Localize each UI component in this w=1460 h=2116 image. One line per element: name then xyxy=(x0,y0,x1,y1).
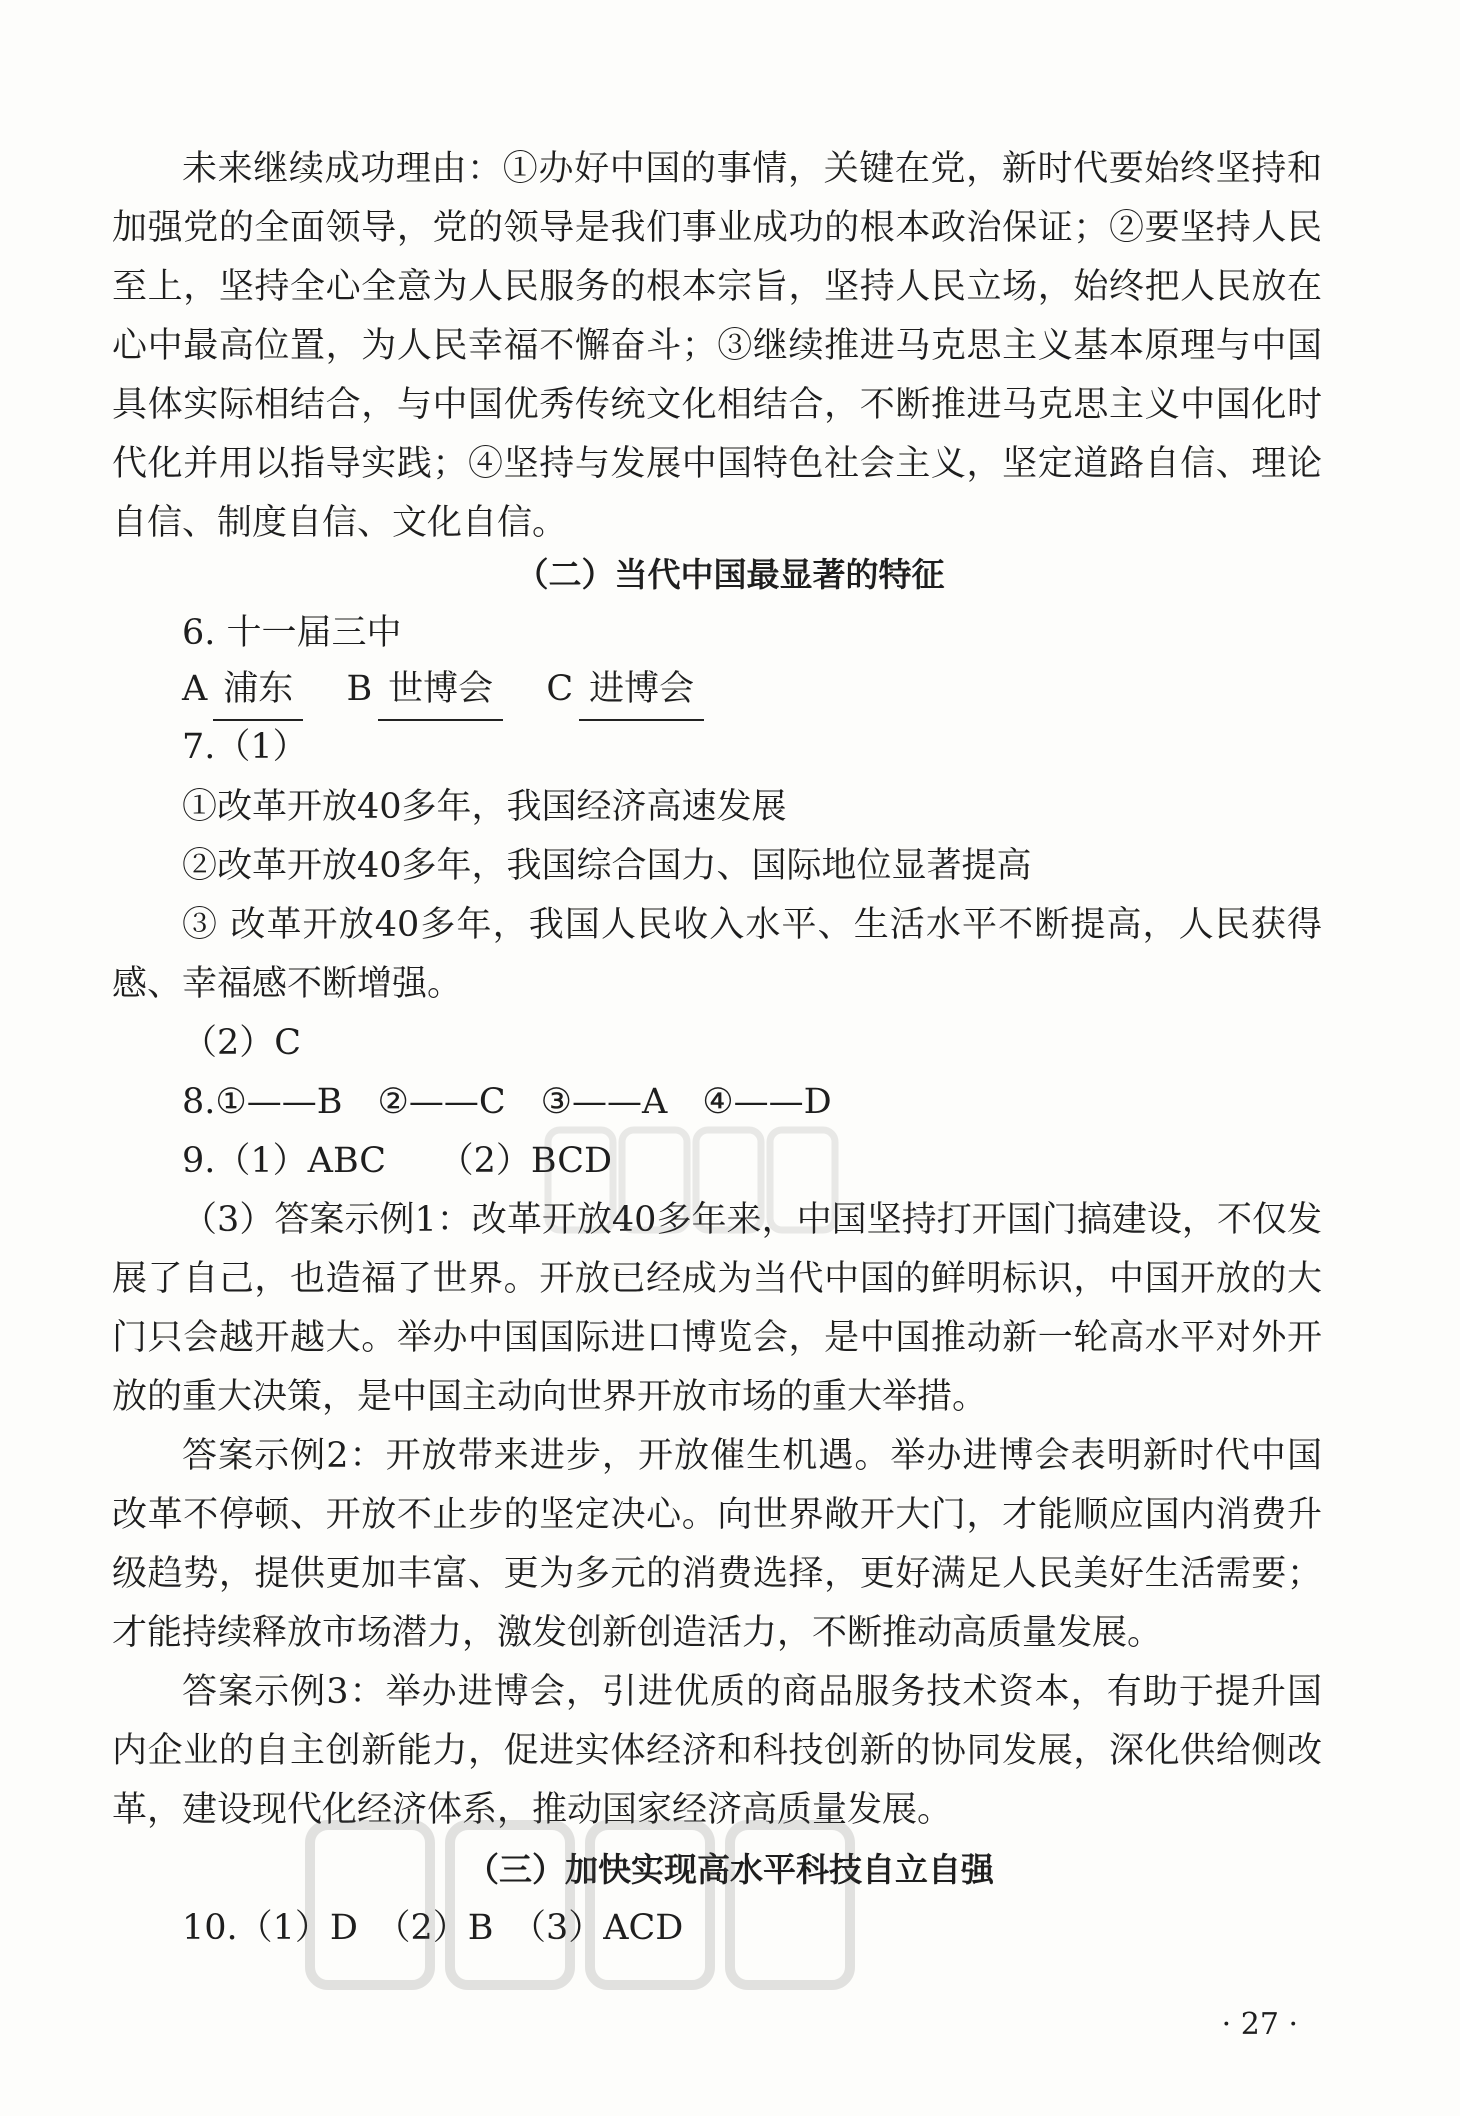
option-c xyxy=(546,669,710,709)
question-6: 6. 十一届三中 xyxy=(182,613,402,653)
question-7-item-1: ①改革开放40多年，我国经济高速发展 xyxy=(182,787,787,827)
question-6-options xyxy=(182,660,736,721)
question-7-item-3: ③ 改革开放40多年，我国人民收入水平、生活水平不断提高，人民获得感、幸福感不断增强。 xyxy=(112,905,1322,1004)
section-heading-2: （二）当代中国最显著的特征 xyxy=(515,555,945,594)
option-a-letter: A xyxy=(182,669,208,709)
question-9: 9.（1）ABC （2）BCD xyxy=(182,1141,613,1181)
question-7-part-2: （2）C xyxy=(182,1023,302,1063)
option-c-answer: 进博会 xyxy=(579,660,704,721)
option-a-answer: 浦东 xyxy=(213,660,303,721)
option-b-answer: 世博会 xyxy=(378,660,503,721)
option-a xyxy=(182,669,320,709)
section-heading-3: （三）加快实现高水平科技自立自强 xyxy=(466,1850,994,1889)
question-8: 8.①——B ②——C ③——A ④——D xyxy=(182,1082,832,1122)
question-7-label: 7.（1） xyxy=(182,727,308,767)
option-b-letter: B xyxy=(346,669,373,709)
question-9-example-2: 答案示例2：开放带来进步，开放催生机遇。举办进博会表明新时代中国改革不停顿、开放不止步的坚定决心。向世界敞开大门，才能顺应国内消费升级趋势，提供更加丰富、更为多元的消费选择，更好满足人民美好生活需要；才能持续释放市场潜力，激发创新创造活力，不断推动高质量发展。 xyxy=(112,1436,1322,1653)
paragraph-future-success-reasons: 未来继续成功理由：①办好中国的事情，关键在党，新时代要始终坚持和加强党的全面领导，党的领导是我们事业成功的根本政治保证；②要坚持人民至上，坚持全心全意为人民服务的根本宗旨，坚持人民立场，始终把人民放在心中最高位置，为人民幸福不懈奋斗；③继续推进马克思主义基本原理与中国具体实际相结合，与中国优秀传统文化相结合，不断推进马克思主义中国化时代化并用以指导实践；④坚持与发展中国特色社会主义，坚定道路自信、理论自信、制度自信、文化自信。 xyxy=(112,149,1322,543)
question-9-example-3: 答案示例3：举办进博会，引进优质的商品服务技术资本，有助于提升国内企业的自主创新能力，促进实体经济和科技创新的协同发展，深化供给侧改革，建设现代化经济体系，推动国家经济高质量发展。 xyxy=(112,1672,1322,1830)
option-b xyxy=(346,669,520,709)
question-10: 10.（1）D （2）B （3）ACD xyxy=(182,1908,684,1948)
question-7-item-2: ②改革开放40多年，我国综合国力、国际地位显著提高 xyxy=(182,846,1032,886)
page-number: · 27 · xyxy=(1221,2007,1298,2042)
option-c-letter: C xyxy=(546,669,574,709)
question-9-example-1: （3）答案示例1：改革开放40多年来，中国坚持打开国门搞建设，不仅发展了自己，也造福了世界。开放已经成为当代中国的鲜明标识，中国开放的大门只会越开越大。举办中国国际进口博览会，是中国推动新一轮高水平对外开放的重大决策，是中国主动向世界开放市场的重大举措。 xyxy=(112,1200,1322,1417)
